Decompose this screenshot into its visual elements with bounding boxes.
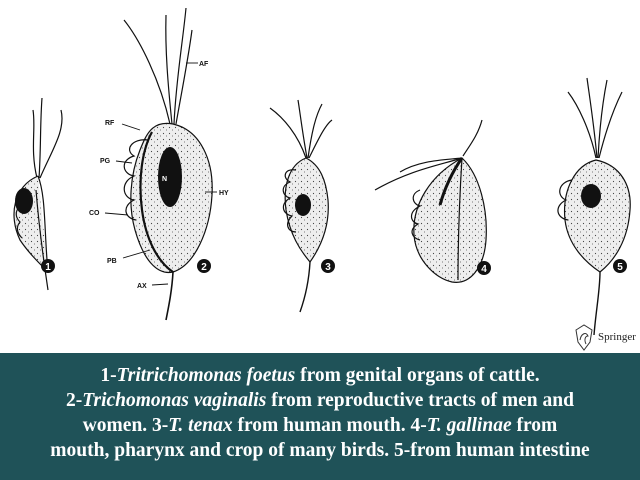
number-badge-5: [613, 259, 627, 273]
number-badge-3: [321, 259, 335, 273]
label-RF: RF: [105, 120, 115, 127]
label-AF: AF: [199, 61, 209, 68]
organism-3: [270, 100, 332, 312]
caption-line-4: mouth, pharynx and crop of many birds. 5-from human intestine: [50, 440, 590, 461]
organism-4: [375, 120, 486, 282]
caption-line-1: 1-Tritrichomonas foetus from genital organs of cattle.: [100, 365, 540, 386]
caption-line-3: women. 3-T. tenax from human mouth. 4-T. gallinae from: [82, 415, 558, 436]
svg-text:5: 5: [617, 262, 623, 273]
figure-caption: [0, 353, 640, 480]
label-N: N: [162, 176, 168, 183]
svg-text:1: 1: [45, 262, 51, 273]
label-CO: CO: [89, 210, 100, 217]
label-PG: PG: [100, 158, 111, 165]
number-badge-2: [197, 259, 211, 273]
springer-horse-icon: [576, 325, 592, 350]
svg-text:2: 2: [201, 262, 207, 273]
caption-line-2: 2-Trichomonas vaginalis from reproductive tracts of men and: [66, 390, 574, 411]
organism-5: [558, 78, 630, 335]
label-PB: PB: [107, 258, 117, 265]
organism-1: [14, 98, 62, 290]
number-badge-4: [477, 261, 491, 275]
svg-text:4: 4: [481, 264, 487, 275]
label-HY: HY: [219, 190, 229, 197]
springer-wordmark: Springer: [598, 331, 636, 343]
label-AX: AX: [137, 283, 147, 290]
organism-2: [124, 8, 212, 320]
svg-text:3: 3: [325, 262, 331, 273]
number-badge-1: [41, 259, 55, 273]
